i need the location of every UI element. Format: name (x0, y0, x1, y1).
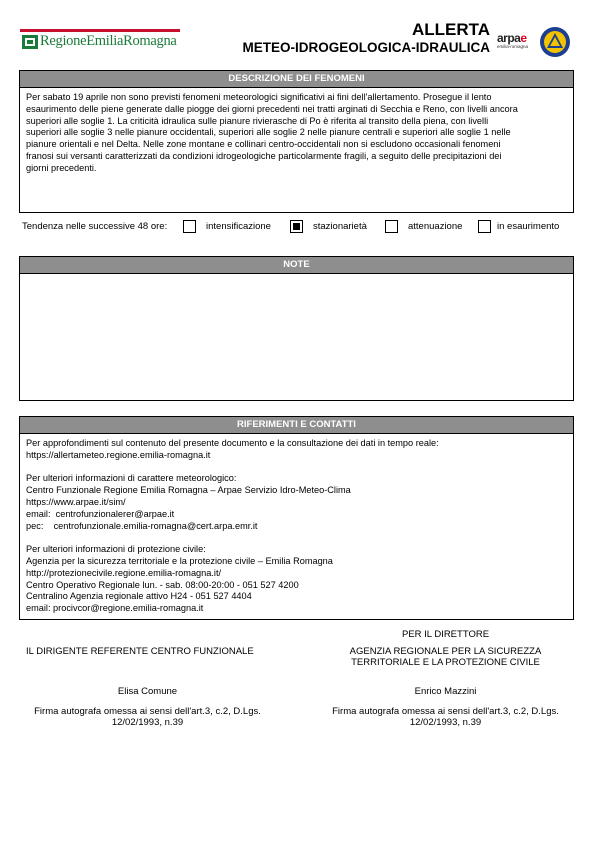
regione-logo-text: RegioneEmiliaRomagna (40, 33, 177, 49)
protezione-civile-icon (539, 26, 571, 58)
signature-right-role: TERRITORIALE E LA PROTEZIONE CIVILE (351, 657, 540, 668)
contact-link[interactable]: https://www.arpae.it/sim/ (26, 496, 126, 507)
checkbox-label-intensificazione: intensificazione (206, 221, 271, 232)
checkbox-intensificazione[interactable] (183, 220, 196, 233)
descrizione-fenomeni-section (19, 70, 574, 213)
contact-link[interactable]: https://allertameteo.regione.emilia-romagna.it (26, 449, 211, 460)
descrizione-line: pianure orientali e nel Delta. Nelle zone montane e collinari centro-occidentali non si escludono occasionali fenomeni (26, 139, 501, 150)
contact-line: Per ulteriori informazioni di carattere meteorologico: (26, 473, 237, 484)
descrizione-line: franosi sui versanti caratterizzati da condizioni idrogeologiche particolarmente fragili, a seguito delle precipitazioni dei (26, 150, 502, 161)
note-heading: NOTE (20, 257, 573, 274)
contact-pec[interactable]: pec: centrofunzionale.emilia-romagna@cert.arpa.emr.it (26, 520, 258, 531)
checkbox-label-stazionarieta: stazionarietà (313, 221, 367, 232)
contact-block-protezione-civile (26, 544, 567, 615)
checkbox-attenuazione[interactable] (385, 220, 398, 233)
riferimenti-heading: RIFERIMENTI E CONTATTI (20, 417, 573, 434)
note-text (20, 274, 573, 282)
signature-left-name: Elisa Comune (117, 686, 178, 697)
contact-line: Per approfondimenti sul contenuto del presente documento e la consultazione dei dati in tempo reale: (26, 438, 439, 448)
signature-right-note: 12/02/1993, n.39 (409, 717, 482, 728)
contact-line: Centro Operativo Regionale lun. - sab. 08:00-20:00 - 051 527 4200 (26, 579, 299, 590)
regione-emilia-romagna-logo (20, 29, 180, 53)
note-section (19, 256, 574, 401)
contact-line: Per ulteriori informazioni di protezione civile: (26, 544, 206, 555)
contact-block-meteo (26, 473, 567, 532)
riferimenti-body (20, 434, 573, 631)
contact-link[interactable]: http://protezionecivile.regione.emilia-romagna.it/ (26, 567, 222, 578)
signature-left-note: 12/02/1993, n.39 (111, 717, 184, 728)
signature-left-role: IL DIRIGENTE REFERENTE CENTRO FUNZIONALE (26, 646, 254, 657)
checkbox-stazionarieta[interactable] (290, 220, 303, 233)
document-subtitle: METEO-IDROGEOLOGICA-IDRAULICA (242, 40, 490, 55)
document-title: ALLERTA (411, 20, 490, 39)
signature-right-note: Firma autografa omessa ai sensi dell'art.3, c.2, D.Lgs. (332, 706, 559, 717)
contact-block-web (26, 438, 567, 462)
arpae-logo-subtext: emilia-romagna (497, 44, 529, 49)
signature-right-pre-role: PER IL DIRETTORE (401, 629, 490, 640)
contact-email[interactable]: email: centrofunzionalerer@arpae.it (26, 508, 175, 519)
contact-line: Agenzia per la sicurezza territoriale e la protezione civile – Emilia Romagna (26, 555, 333, 566)
arpae-logo-text: arpae (497, 31, 527, 45)
arpae-logo (497, 31, 537, 55)
riferimenti-contatti-section (19, 416, 574, 620)
checkbox-label-in-esaurimento: in esaurimento (497, 221, 560, 232)
descrizione-line: superiori alle soglie 3 nelle pianure occidentali, superiori alle soglie 2 nelle pianure centrali e superiori alle soglie 1 nelle (26, 127, 511, 138)
signature-right-name: Enrico Mazzini (414, 686, 477, 697)
descrizione-line: giorni precedenti. (26, 162, 97, 173)
descrizione-line: superiori alle soglie 1. La criticità idraulica sulle pianure rivierasche di Po è riferita al transito della piena, con livelli (26, 115, 489, 126)
checkbox-in-esaurimento[interactable] (478, 220, 491, 233)
contact-line: Centralino Agenzia regionale attivo H24 - 051 527 4404 (26, 591, 252, 602)
descrizione-heading: DESCRIZIONE DEI FENOMENI (20, 71, 573, 88)
logo-red-bar (20, 29, 180, 32)
descrizione-line: esaurimento delle piene generate dalle piogge dei giorni precedenti nei tratti arginati di Secchia e Reno, con livelli ancora (26, 103, 518, 114)
tendenza-label: Tendenza nelle successive 48 ore: (22, 221, 168, 232)
checkbox-label-attenuazione: attenuazione (408, 221, 463, 232)
signature-right-role: AGENZIA REGIONALE PER LA SICUREZZA (349, 646, 542, 657)
descrizione-text (20, 88, 573, 179)
regione-logo-mark-icon (22, 35, 38, 49)
contact-email[interactable]: email: procivcor@regione.emilia-romagna.it (26, 603, 204, 614)
signature-left-note: Firma autografa omessa ai sensi dell'art.3, c.2, D.Lgs. (34, 706, 261, 717)
contact-line: Centro Funzionale Regione Emilia Romagna – Arpae Servizio Idro-Meteo-Clima (26, 485, 351, 496)
descrizione-line: Per sabato 19 aprile non sono previsti fenomeni meteorologici significativi ai fini dell'allertamento. Prosegue il lento (26, 92, 492, 102)
